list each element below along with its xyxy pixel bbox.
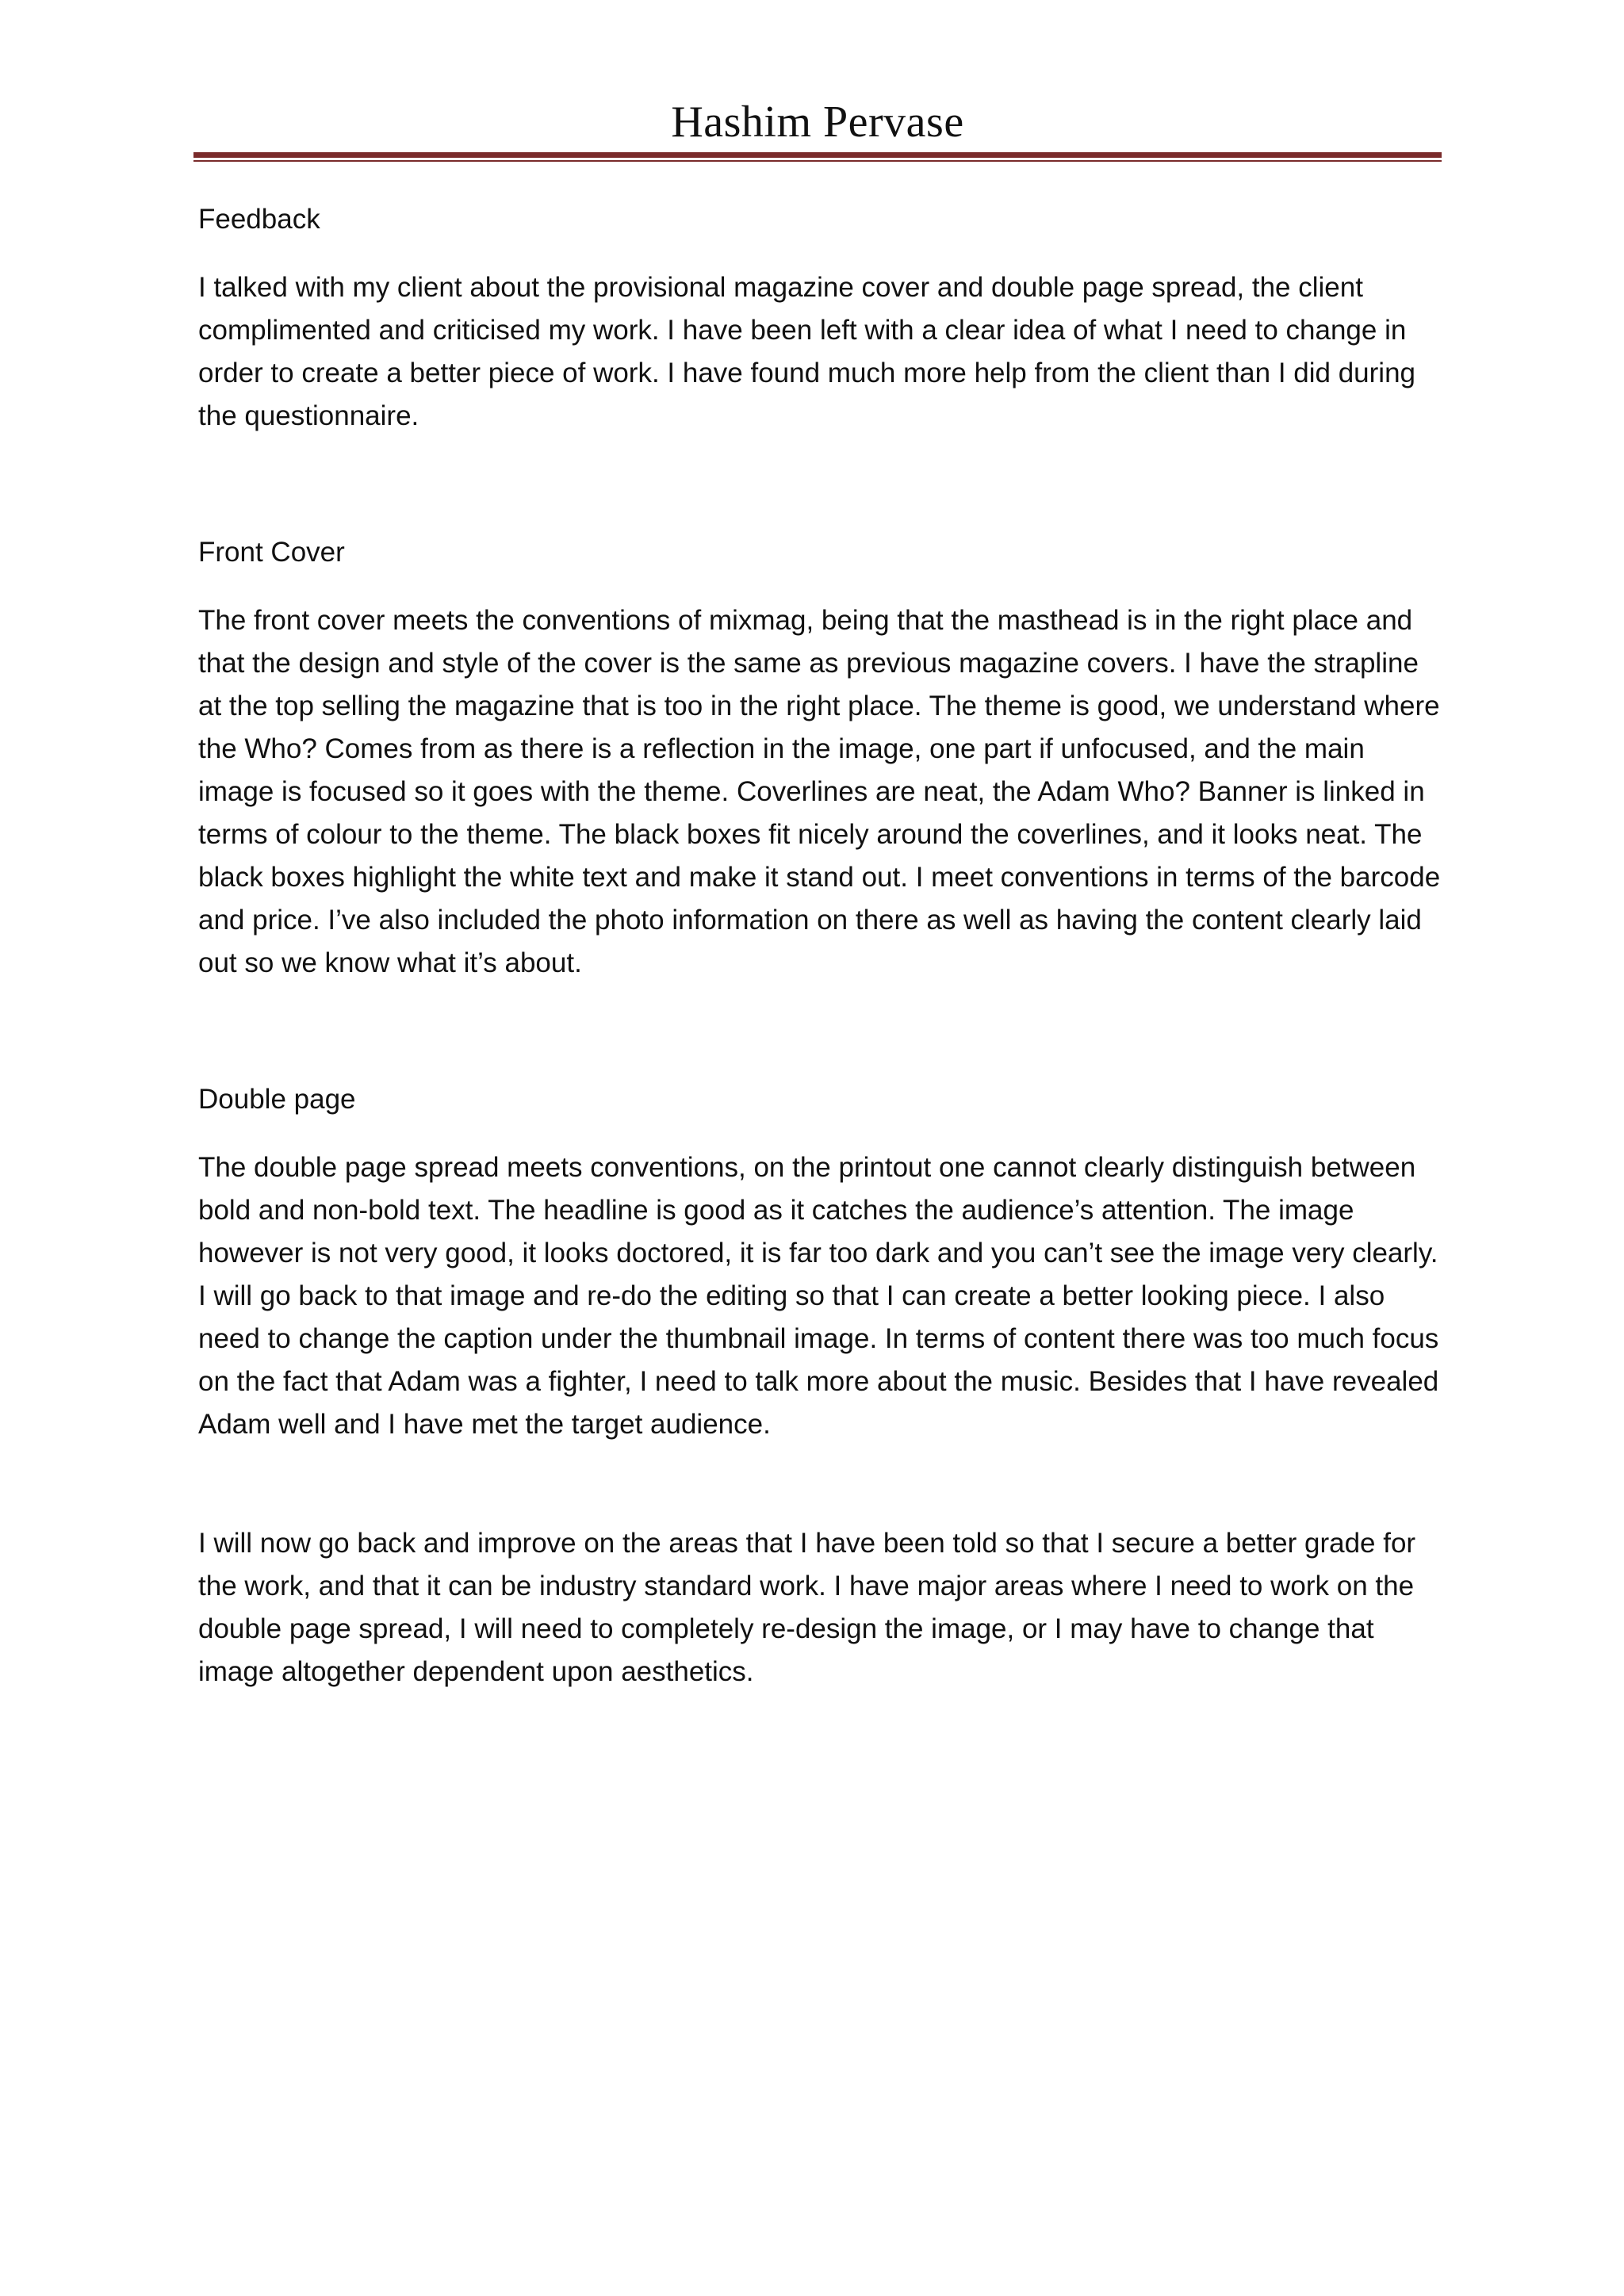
closing-paragraph: I will now go back and improve on the areas that I have been told so that I secure a better grade for the work, and that it can be industry standard work. I have major areas where I need to work on the double page spread, I will need to completely re-design the image, or I may have to change that image altogether dependent upon aesthetics. — [198, 1528, 1416, 1687]
section-spacer — [198, 1446, 1445, 1522]
section-paragraph: The double page spread meets conventions, on the printout one cannot clearly distinguish between bold and non-bold text. The headline is good as it catches the audience’s attention. The image however is not very good, it looks doctored, it is far too dark and you can’t see the image very clearly. I will go back to that image and re-do the editing so that I can create a better looking piece. I also need to change the caption under the thumbnail image. In terms of content there was too much focus on the fact that Adam was a fighter, I need to talk more about the music. Besides that I have revealed Adam well and I have met the target audience. — [198, 1152, 1439, 1440]
header-title: Hashim Pervase — [671, 98, 964, 147]
section-heading: Feedback — [198, 204, 320, 235]
page-header — [193, 94, 1442, 151]
section-spacer — [198, 438, 1445, 531]
section-closing — [198, 1522, 1445, 1693]
section-heading: Front Cover — [198, 537, 345, 568]
section-heading: Double page — [198, 1084, 356, 1115]
section-paragraph: The front cover meets the conventions of mixmag, being that the masthead is in the right place and that the design and style of the cover is the same as previous magazine covers. I have the strapline at the top selling the magazine that is too in the right place. The theme is good, we understand where the Who? Comes from as there is a reflection in the image, one part if unfocused, and the main image is focused so it goes with the theme. Coverlines are neat, the Adam Who? Banner is linked in terms of colour to the theme. The black boxes fit nicely around the coverlines, and it looks neat. The black boxes highlight the white text and make it stand out. I meet conventions in terms of the barcode and price. I’ve also included the photo information on there as well as having the content clearly laid out so we know what it’s about. — [198, 605, 1441, 978]
header-rule-thin — [193, 160, 1442, 162]
header-rule-thick — [193, 152, 1442, 158]
section-feedback — [198, 198, 1445, 438]
section-double-page — [198, 1078, 1445, 1446]
document-body — [198, 198, 1445, 1693]
section-front-cover — [198, 531, 1445, 985]
section-paragraph: I talked with my client about the provisional magazine cover and double page spread, the client complimented and criticised my work. I have been left with a clear idea of what I need to change in order to create a better piece of work. I have found much more help from the client than I did during the questionnaire. — [198, 272, 1416, 431]
section-spacer — [198, 985, 1445, 1078]
